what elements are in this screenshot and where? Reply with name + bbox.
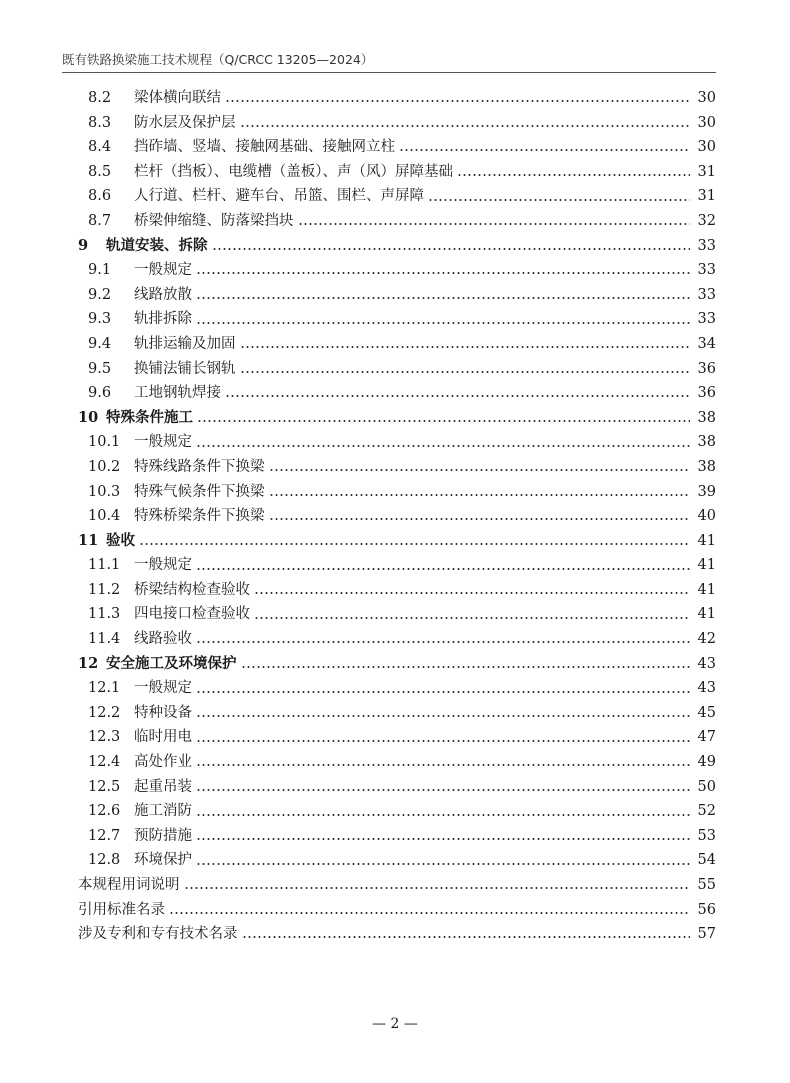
toc-entry-page: 40 <box>697 508 716 525</box>
toc-entry[interactable] <box>78 480 716 505</box>
toc-entry-page: 47 <box>697 729 716 746</box>
toc-entry-number: 8.2 <box>88 90 112 106</box>
toc-entry-page: 31 <box>697 188 716 205</box>
toc-entry-number: 8.7 <box>88 212 112 229</box>
toc-entry[interactable] <box>78 381 716 406</box>
toc-entry-title: 防水层及保护层 <box>134 114 236 131</box>
toc-entry-title: 线路验收 <box>134 631 192 648</box>
toc-entry-page: 36 <box>697 360 716 377</box>
toc-entry-number: 12 <box>78 654 99 672</box>
toc-entry-number: 10.2 <box>88 458 121 475</box>
toc-entry[interactable] <box>78 529 716 554</box>
dot-leader <box>169 911 690 915</box>
toc-entry-title: 验收 <box>106 531 135 549</box>
toc-entry-title: 高处作业 <box>134 754 192 771</box>
toc-entry[interactable] <box>78 775 716 800</box>
toc-entry-title: 人行道、栏杆、避车台、吊篮、围栏、声屏障 <box>134 188 424 205</box>
toc-entry-title: 四电接口检查验收 <box>134 606 250 623</box>
dot-leader <box>428 198 690 202</box>
toc-entry-page: 34 <box>697 335 716 352</box>
toc-entry-page: 49 <box>697 754 716 771</box>
toc-entry-number: 11.2 <box>88 581 121 598</box>
dot-leader <box>254 616 690 620</box>
toc-entry-number: 9.6 <box>88 385 112 402</box>
dot-leader <box>269 493 691 497</box>
table-of-contents <box>78 86 716 947</box>
toc-entry[interactable] <box>78 824 716 849</box>
toc-entry-title: 本规程用词说明 <box>78 877 180 893</box>
toc-entry[interactable] <box>78 898 716 923</box>
toc-entry-number: 12.7 <box>88 827 121 844</box>
toc-entry[interactable] <box>78 184 716 209</box>
toc-entry-title: 特殊桥梁条件下换梁 <box>134 508 265 525</box>
dot-leader <box>197 419 690 423</box>
toc-entry-number: 10 <box>78 408 99 426</box>
page-number: — 2 — <box>372 1016 418 1032</box>
dot-leader <box>184 886 691 890</box>
dot-leader <box>196 444 690 448</box>
dot-leader <box>196 862 690 866</box>
toc-entry-title: 特殊线路条件下换梁 <box>134 458 265 475</box>
dot-leader <box>399 148 690 152</box>
toc-entry-title: 引用标准名录 <box>78 901 165 918</box>
dot-leader <box>240 124 691 128</box>
toc-entry-page: 33 <box>697 237 716 254</box>
dot-leader <box>254 591 690 595</box>
toc-entry[interactable] <box>78 553 716 578</box>
toc-entry-title: 特种设备 <box>134 704 192 721</box>
toc-entry[interactable] <box>78 922 716 947</box>
toc-entry-title: 轨排运输及加固 <box>134 335 236 352</box>
toc-entry-number: 9.2 <box>88 286 112 303</box>
toc-entry-title: 临时用电 <box>134 729 192 746</box>
toc-entry[interactable] <box>78 283 716 308</box>
toc-entry[interactable] <box>78 848 716 873</box>
toc-entry-title: 安全施工及环境保护 <box>106 654 237 672</box>
toc-entry-page: 30 <box>697 90 716 106</box>
toc-entry-title: 轨道安装、拆除 <box>106 236 208 254</box>
toc-entry-page: 38 <box>697 409 716 426</box>
toc-entry-page: 38 <box>697 434 716 451</box>
toc-entry[interactable] <box>78 455 716 480</box>
dot-leader <box>196 714 690 718</box>
toc-entry-number: 9.4 <box>88 335 112 352</box>
toc-entry-page: 30 <box>697 114 716 131</box>
dot-leader <box>196 763 690 767</box>
toc-entry[interactable] <box>78 160 716 185</box>
toc-entry-number: 12.3 <box>88 729 121 746</box>
toc-entry-page: 56 <box>697 901 716 918</box>
toc-entry-number: 9 <box>78 236 89 254</box>
toc-entry-title: 工地钢轨焊接 <box>134 385 221 402</box>
toc-entry[interactable] <box>78 578 716 603</box>
dot-leader <box>242 935 691 939</box>
toc-entry-number: 11 <box>78 531 99 549</box>
dot-leader <box>240 345 691 349</box>
toc-entry[interactable] <box>78 209 716 234</box>
dot-leader <box>212 247 691 251</box>
toc-entry-title: 一般规定 <box>134 680 192 697</box>
toc-entry[interactable] <box>78 234 716 259</box>
toc-entry-number: 8.5 <box>88 163 112 180</box>
toc-entry-title: 换铺法铺长钢轨 <box>134 360 236 377</box>
dot-leader <box>196 788 690 792</box>
toc-entry-page: 33 <box>697 286 716 303</box>
running-header: 既有铁路换梁施工技术规程（Q/CRCC 13205—2024） <box>62 52 374 67</box>
toc-entry-page: 42 <box>697 631 716 648</box>
dot-leader <box>196 321 690 325</box>
toc-entry[interactable] <box>78 750 716 775</box>
toc-entry-title: 梁体横向联结 <box>134 90 221 106</box>
toc-entry-number: 9.1 <box>88 262 112 279</box>
toc-entry-number: 12.2 <box>88 704 121 721</box>
toc-entry-number: 9.3 <box>88 311 112 328</box>
dot-leader <box>298 222 691 226</box>
toc-entry[interactable] <box>78 86 716 111</box>
toc-entry-page: 41 <box>697 532 716 549</box>
toc-entry-page: 33 <box>697 262 716 279</box>
toc-entry-page: 38 <box>697 458 716 475</box>
toc-entry-title: 涉及专利和专有技术名录 <box>78 926 238 943</box>
toc-entry[interactable] <box>78 258 716 283</box>
toc-entry-title: 桥梁结构检查验收 <box>134 581 250 598</box>
dot-leader <box>196 837 690 841</box>
toc-entry-number: 10.4 <box>88 508 121 525</box>
toc-entry-page: 36 <box>697 385 716 402</box>
dot-leader <box>240 370 691 374</box>
toc-entry-page: 43 <box>697 655 716 672</box>
toc-entry-number: 12.4 <box>88 754 121 771</box>
toc-entry[interactable] <box>78 307 716 332</box>
dot-leader <box>196 813 690 817</box>
toc-entry-number: 12.6 <box>88 803 121 820</box>
toc-entry-number: 8.6 <box>88 188 112 205</box>
toc-entry[interactable] <box>78 652 716 677</box>
toc-entry-page: 41 <box>697 557 716 574</box>
dot-leader <box>457 173 690 177</box>
toc-entry[interactable] <box>78 135 716 160</box>
toc-entry[interactable] <box>78 357 716 382</box>
toc-entry[interactable] <box>78 873 716 898</box>
toc-entry-number: 10.1 <box>88 434 121 451</box>
toc-entry[interactable] <box>78 430 716 455</box>
toc-entry-title: 一般规定 <box>134 557 192 574</box>
toc-entry-title: 轨排拆除 <box>134 311 192 328</box>
toc-entry-page: 39 <box>697 483 716 500</box>
toc-entry-page: 52 <box>697 803 716 820</box>
dot-leader <box>139 542 690 546</box>
toc-entry-title: 施工消防 <box>134 803 192 820</box>
dot-leader <box>269 517 691 521</box>
toc-entry-page: 54 <box>697 852 716 869</box>
toc-entry-page: 45 <box>697 704 716 721</box>
toc-entry-title: 桥梁伸缩缝、防落梁挡块 <box>134 212 294 229</box>
toc-entry-title: 一般规定 <box>134 262 192 279</box>
toc-entry-title: 挡砟墙、竖墙、接触网基础、接触网立柱 <box>134 139 395 156</box>
toc-entry-number: 9.5 <box>88 360 112 377</box>
dot-leader <box>225 99 690 103</box>
toc-entry[interactable] <box>78 627 716 652</box>
toc-entry[interactable] <box>78 676 716 701</box>
toc-entry-title: 起重吊装 <box>134 778 192 795</box>
toc-entry[interactable] <box>78 799 716 824</box>
toc-entry-page: 57 <box>697 926 716 943</box>
dot-leader <box>269 468 691 472</box>
toc-entry-page: 43 <box>697 680 716 697</box>
toc-entry-page: 55 <box>697 877 716 893</box>
dot-leader <box>241 665 691 669</box>
dot-leader <box>196 271 690 275</box>
toc-entry-number: 11.4 <box>88 631 121 648</box>
toc-entry-page: 53 <box>697 827 716 844</box>
toc-entry-number: 12.5 <box>88 778 121 795</box>
toc-entry-page: 41 <box>697 581 716 598</box>
toc-entry-page: 30 <box>697 139 716 156</box>
toc-entry-title: 预防措施 <box>134 827 192 844</box>
toc-entry-title: 线路放散 <box>134 286 192 303</box>
toc-entry-title: 特殊气候条件下换梁 <box>134 483 265 500</box>
toc-entry-number: 11.1 <box>88 557 121 574</box>
toc-entry[interactable] <box>78 504 716 529</box>
toc-entry-page: 41 <box>697 606 716 623</box>
toc-entry-number: 8.3 <box>88 114 112 131</box>
dot-leader <box>225 394 690 398</box>
toc-entry[interactable] <box>78 332 716 357</box>
header-rule <box>62 72 716 73</box>
toc-entry-number: 12.8 <box>88 852 121 869</box>
toc-entry-title: 一般规定 <box>134 434 192 451</box>
toc-entry-page: 33 <box>697 311 716 328</box>
toc-entry-number: 12.1 <box>88 680 121 697</box>
toc-entry-title: 环境保护 <box>134 852 192 869</box>
toc-entry-title: 特殊条件施工 <box>106 408 193 426</box>
toc-entry-title: 栏杆（挡板）、电缆槽（盖板）、声（风）屏障基础 <box>134 163 453 180</box>
dot-leader <box>196 640 690 644</box>
toc-entry[interactable] <box>78 111 716 136</box>
dot-leader <box>196 296 690 300</box>
dot-leader <box>196 567 690 571</box>
toc-entry[interactable] <box>78 406 716 431</box>
toc-entry-page: 31 <box>697 163 716 180</box>
toc-entry[interactable] <box>78 725 716 750</box>
dot-leader <box>196 739 690 743</box>
toc-entry-number: 10.3 <box>88 483 121 500</box>
toc-entry[interactable] <box>78 602 716 627</box>
toc-entry-page: 32 <box>697 212 716 229</box>
dot-leader <box>196 690 690 694</box>
toc-entry-number: 11.3 <box>88 606 121 623</box>
toc-entry[interactable] <box>78 701 716 726</box>
toc-entry-page: 50 <box>697 778 716 795</box>
toc-entry-number: 8.4 <box>88 139 112 156</box>
